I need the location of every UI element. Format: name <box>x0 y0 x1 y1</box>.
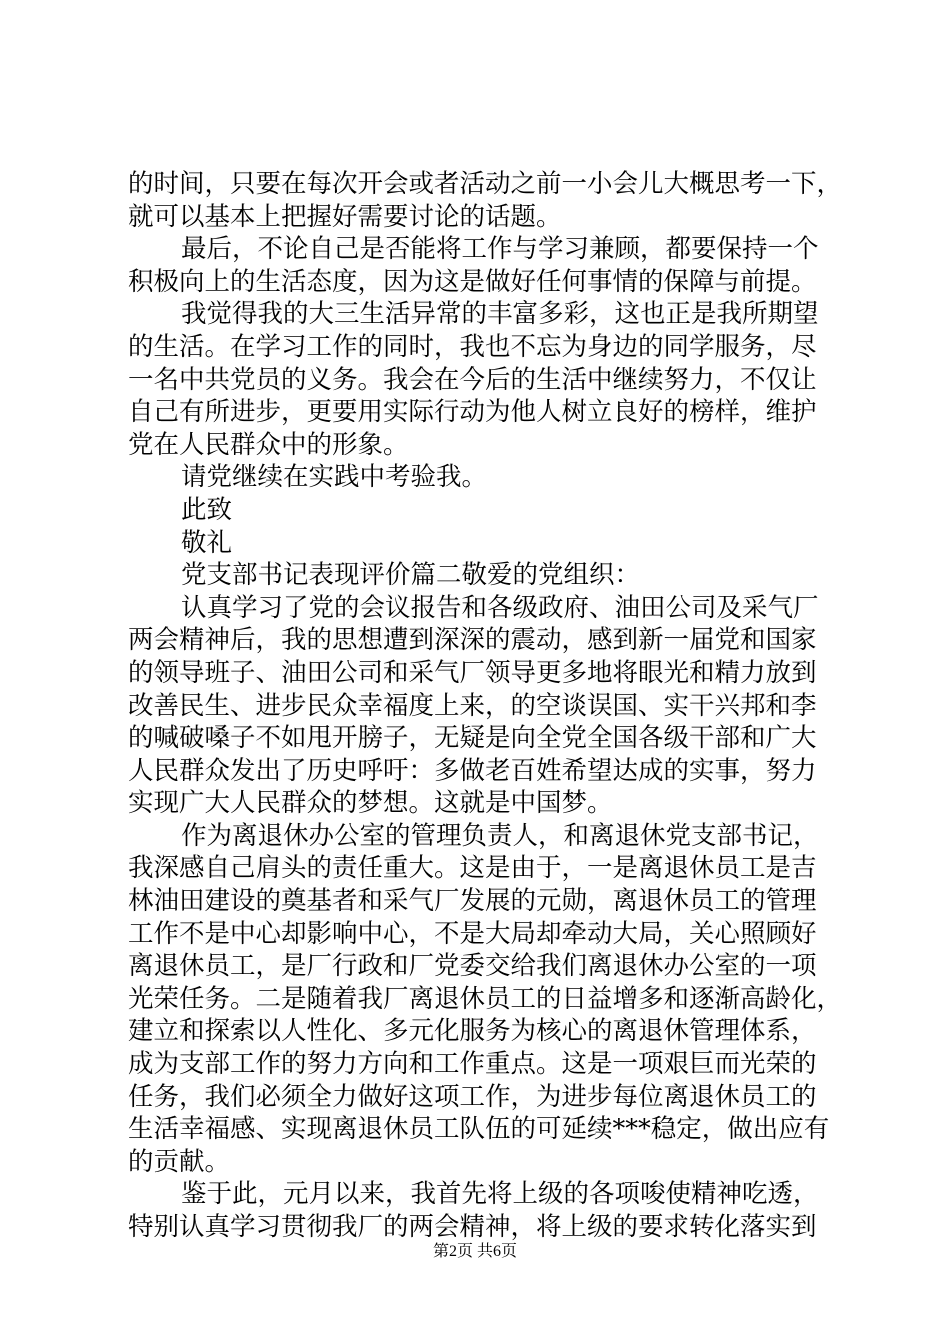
text-line: 一名中共党员的义务。我会在今后的生活中继续努力，不仅让 <box>128 364 817 395</box>
text-line: 自己有所进步，更要用实际行动为他人树立良好的榜样，维护 <box>128 397 817 428</box>
text-line: 的时间，只要在每次开会或者活动之前一小会儿大概思考一下， <box>128 169 843 199</box>
text-line: 敬礼 <box>181 527 233 558</box>
text-line: 作为离退休办公室的管理负责人，和离退休党支部书记， <box>181 820 819 851</box>
text-line: 积极向上的生活态度，因为这是做好任何事情的保障与前提。 <box>128 266 817 297</box>
text-line: 我深感自己肩头的责任重大。这是由于，一是离退休员工是吉 <box>128 853 817 884</box>
text-line: 改善民生、进步民众幸福度上来，的空谈误国、实干兴邦和李 <box>128 690 817 721</box>
text-line: 林油田建设的奠基者和采气厂发展的元勋，离退休员工的管理 <box>128 886 817 917</box>
text-line: 的喊破嗓子不如甩开膀子，无疑是向全党全国各级干部和广大 <box>128 723 817 754</box>
text-line: 认真学习了党的会议报告和各级政府、油田公司及采气厂 <box>181 592 819 623</box>
text-line: 生活幸福感、实现离退休员工队伍的可延续***稳定，做出应有 <box>128 1114 830 1145</box>
document-body <box>128 168 843 1244</box>
text-line: 请党继续在实践中考验我。 <box>181 462 488 493</box>
text-line: 的生活。在学习工作的同时，我也不忘为身边的同学服务，尽 <box>128 331 817 362</box>
page-footer: 第2页 共6页 <box>432 1243 517 1260</box>
text-line: 我觉得我的大三生活异常的丰富多彩，这也正是我所期望 <box>181 299 819 330</box>
text-line: 离退休员工，是厂行政和厂党委交给我们离退休办公室的一项 <box>128 951 817 982</box>
text-line: 特别认真学习贯彻我厂的两会精神，将上级的要求转化落实到 <box>128 1212 817 1242</box>
text-line: 成为支部工作的努力方向和工作重点。这是一项艰巨而光荣的 <box>128 1049 817 1080</box>
text-line: 鉴于此，元月以来，我首先将上级的各项唆使精神吃透， <box>181 1179 819 1210</box>
text-line: 最后，不论自己是否能将工作与学习兼顾，都要保持一个 <box>181 234 819 265</box>
text-line: 此致 <box>181 494 233 525</box>
text-line: 党在人民群众中的形象。 <box>128 429 409 460</box>
text-line: 就可以基本上把握好需要讨论的话题。 <box>128 201 562 232</box>
text-line: 实现广大人民群众的梦想。这就是中国梦。 <box>128 788 613 819</box>
text-line: 人民群众发出了历史呼吁：多做老百姓希望达成的实事，努力 <box>128 755 817 786</box>
text-line: 的贡献。 <box>128 1146 231 1177</box>
text-line: 任务，我们必须全力做好这项工作，为进步每位离退休员工的 <box>128 1081 817 1112</box>
text-line: 建立和探索以人性化、多元化服务为核心的离退休管理体系， <box>128 1016 817 1047</box>
text-line: 两会精神后，我的思想遭到深深的震动，感到新一届党和国家 <box>128 625 817 656</box>
text-line: 的领导班子、油田公司和采气厂领导更多地将眼光和精力放到 <box>128 657 817 688</box>
text-line: 党支部书记表现评价篇二敬爱的党组织： <box>181 560 641 591</box>
text-line: 光荣任务。二是随着我厂离退休员工的日益增多和逐渐高龄化， <box>128 983 843 1014</box>
text-line: 工作不是中心却影响中心，不是大局却牵动大局，关心照顾好 <box>128 918 817 949</box>
